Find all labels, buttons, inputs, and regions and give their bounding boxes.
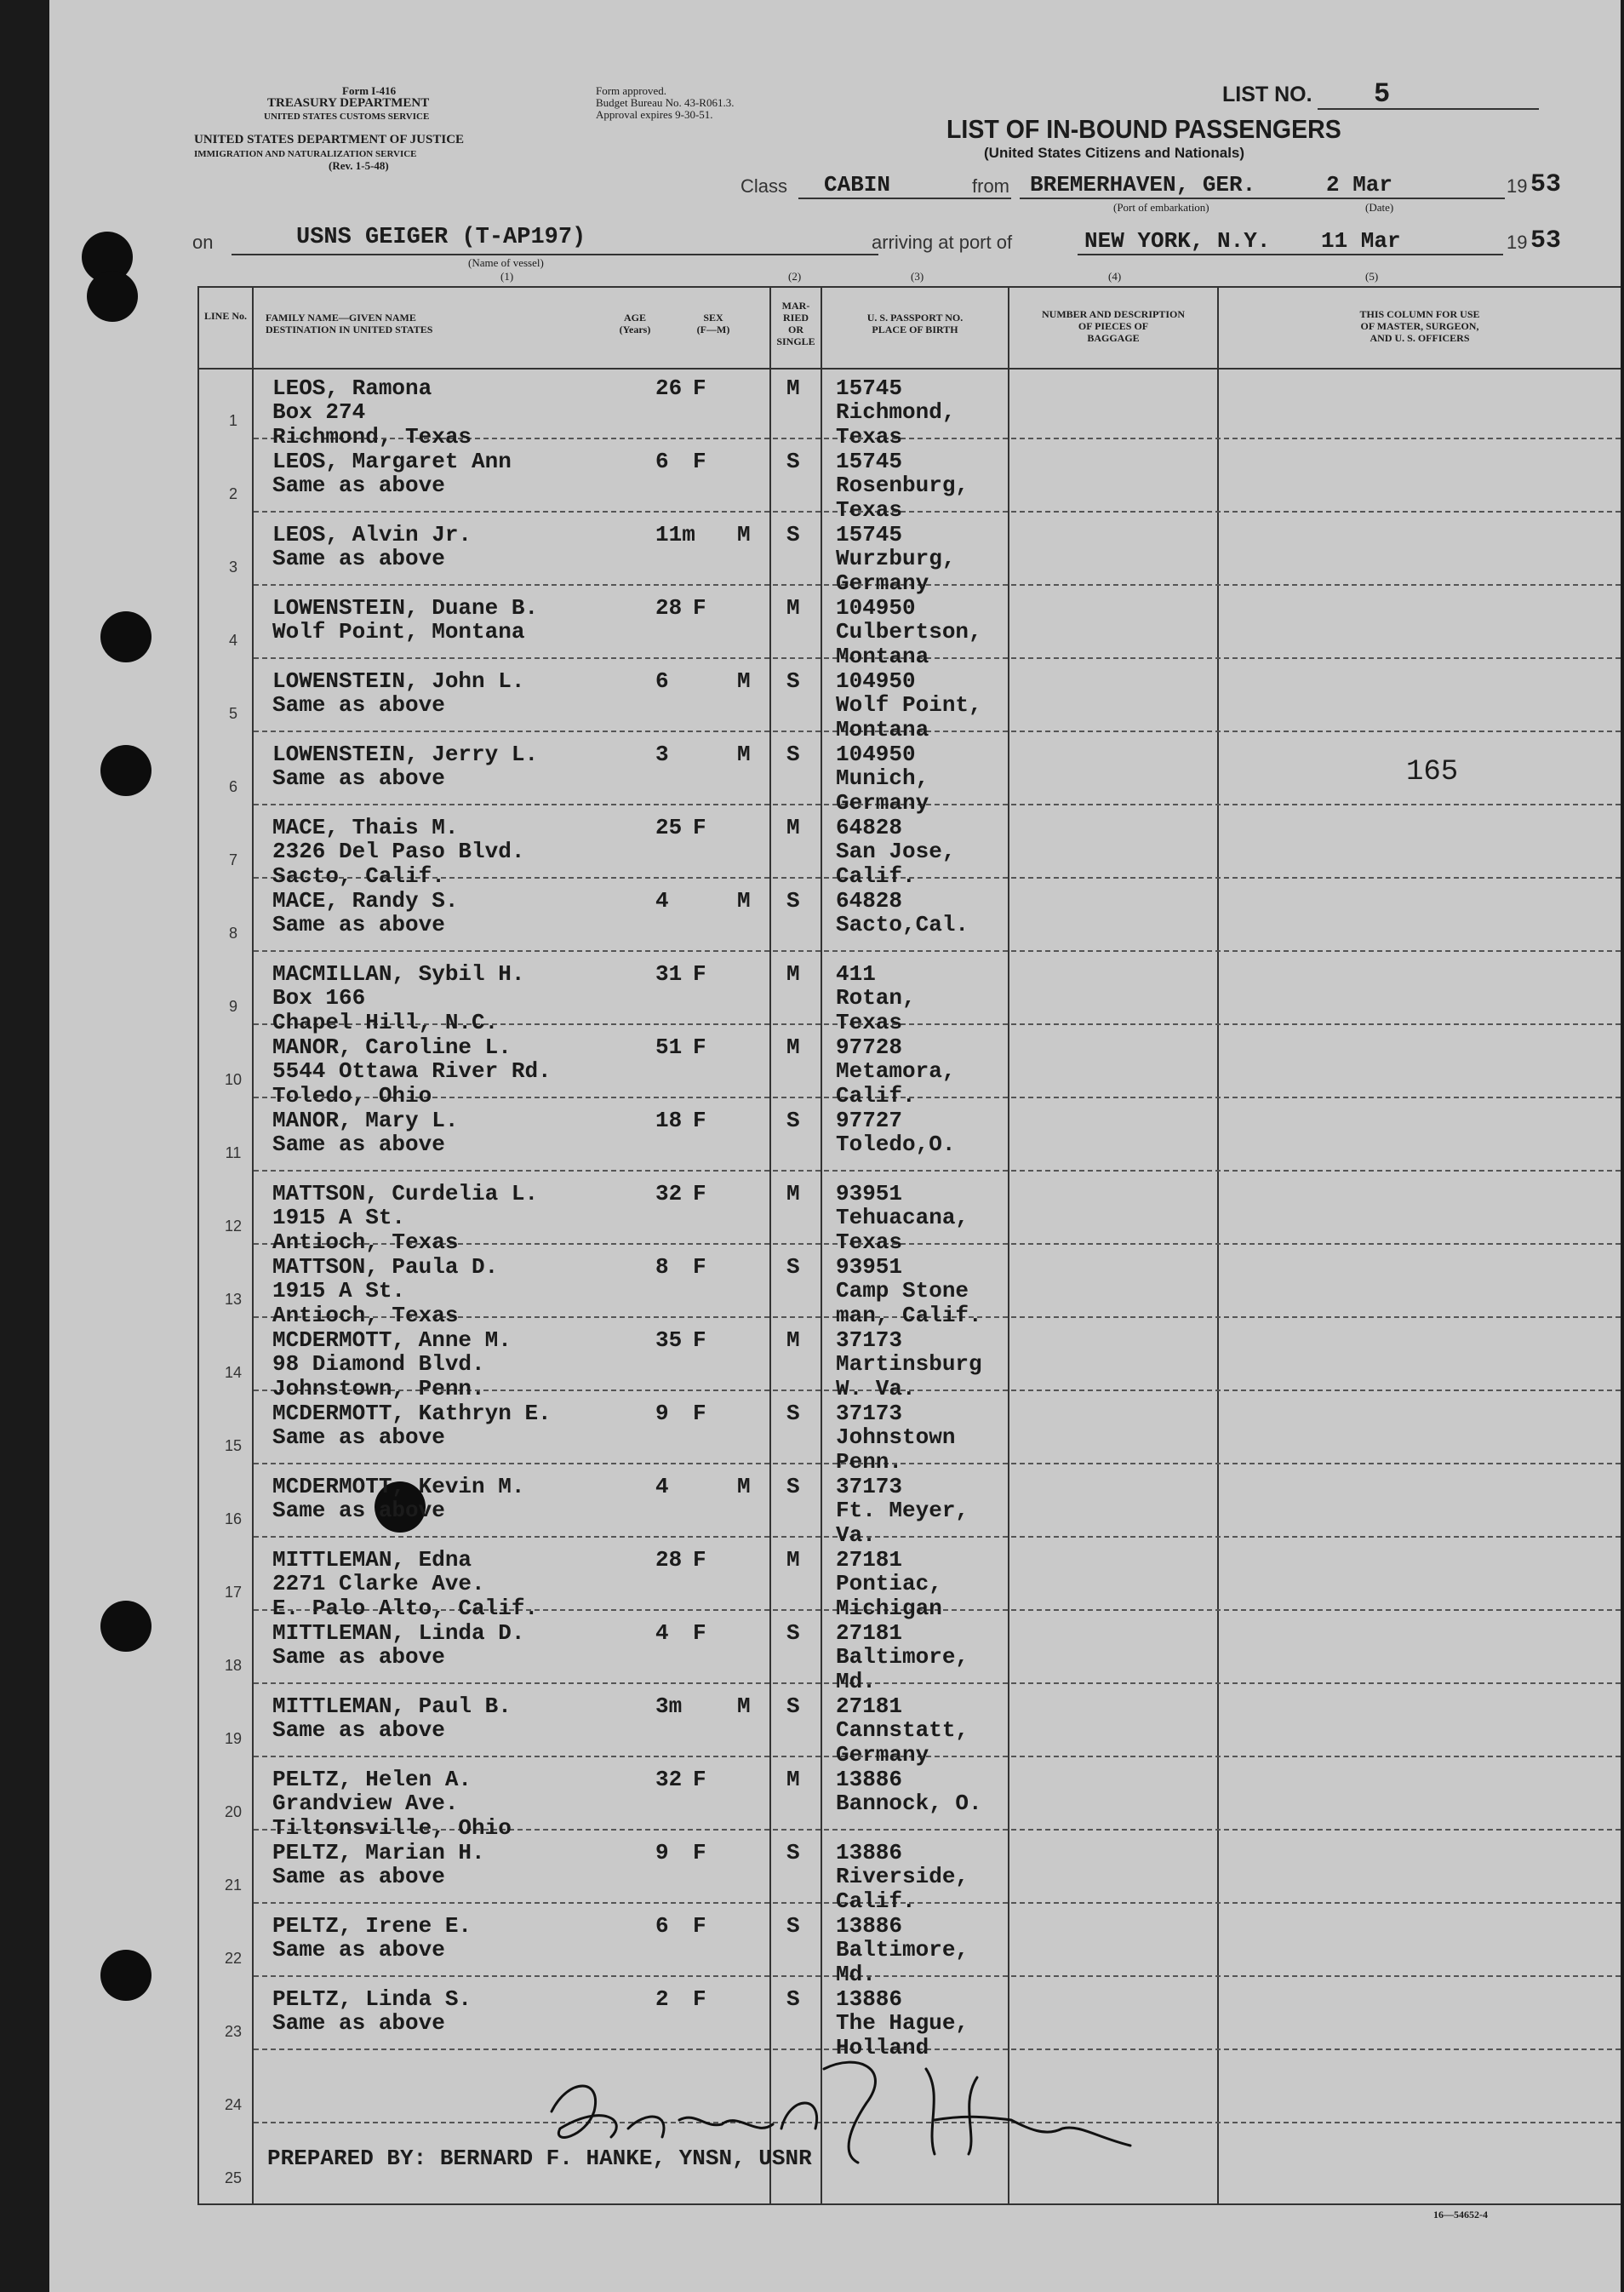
passenger-age: 25 bbox=[655, 815, 683, 840]
header-line-no: LINE No. bbox=[203, 310, 247, 322]
passenger-sex: M bbox=[737, 742, 751, 767]
passport-number: 104950 bbox=[836, 742, 916, 767]
place-of-birth: Tehuacana, Texas bbox=[836, 1205, 969, 1255]
passenger-sex: F bbox=[693, 1767, 706, 1792]
passenger-age: 51 bbox=[655, 1034, 683, 1060]
passenger-name: MITTLEMAN, Paul B. bbox=[272, 1693, 512, 1719]
passenger-age: 3 bbox=[655, 742, 669, 767]
passenger-destination: Grandview Ave. Tiltonsville, Ohio bbox=[272, 1791, 512, 1841]
place-of-birth: Riverside, Calif. bbox=[836, 1864, 969, 1914]
header-age: AGE (Years) bbox=[619, 312, 651, 335]
form-page bbox=[49, 0, 1621, 2292]
header-officers: THIS COLUMN FOR USE OF MASTER, SURGEON, AND U. S. OFFICERS bbox=[1359, 308, 1480, 344]
passport-number: 27181 bbox=[836, 1620, 903, 1646]
passenger-sex: M bbox=[737, 1474, 751, 1499]
margin-number: 165 bbox=[1406, 756, 1459, 788]
passenger-age: 35 bbox=[655, 1327, 683, 1353]
passenger-destination: 1915 A St. Antioch, Texas bbox=[272, 1205, 459, 1255]
line-number: 3 bbox=[228, 559, 237, 576]
line-number: 14 bbox=[224, 1364, 243, 1381]
passport-number: 93951 bbox=[836, 1181, 903, 1206]
line-number: 23 bbox=[224, 2023, 243, 2040]
embark-year: 53 bbox=[1530, 170, 1562, 199]
passenger-sex: F bbox=[693, 1401, 706, 1426]
passenger-sex: F bbox=[693, 1327, 706, 1353]
passenger-name: LOWENSTEIN, John L. bbox=[272, 668, 525, 694]
passport-number: 97727 bbox=[836, 1108, 903, 1133]
passport-number: 27181 bbox=[836, 1693, 903, 1719]
passport-number: 15745 bbox=[836, 522, 903, 547]
line-number: 18 bbox=[224, 1657, 243, 1674]
passenger-marital-status: M bbox=[786, 595, 800, 621]
passport-number: 97728 bbox=[836, 1034, 903, 1060]
line-number: 10 bbox=[224, 1071, 243, 1088]
passenger-name: MITTLEMAN, Linda D. bbox=[272, 1620, 525, 1646]
col-num-3: (3) bbox=[911, 270, 924, 283]
passenger-name: LOWENSTEIN, Jerry L. bbox=[272, 742, 539, 767]
header-name: FAMILY NAME—GIVEN NAME DESTINATION IN UNITED STATES bbox=[266, 312, 433, 335]
customs-service: UNITED STATES CUSTOMS SERVICE bbox=[264, 112, 430, 122]
place-of-birth: Toledo,O. bbox=[836, 1132, 956, 1157]
passenger-destination: Same as above bbox=[272, 546, 445, 571]
passport-number: 104950 bbox=[836, 668, 916, 694]
passenger-age: 2 bbox=[655, 1986, 669, 2012]
passport-number: 13886 bbox=[836, 1986, 903, 2012]
place-of-birth: Pontiac, Michigan bbox=[836, 1571, 942, 1621]
passenger-name: LEOS, Ramona bbox=[272, 375, 432, 401]
place-of-birth: Wolf Point, Montana bbox=[836, 692, 982, 742]
line-number: 22 bbox=[224, 1950, 243, 1967]
passenger-age: 9 bbox=[655, 1401, 669, 1426]
embark-date: 2 Mar bbox=[1326, 172, 1393, 198]
place-of-birth: Bannock, O. bbox=[836, 1791, 982, 1816]
passenger-destination: Same as above bbox=[272, 1937, 445, 1963]
line-number: 20 bbox=[224, 1803, 243, 1820]
passenger-sex: F bbox=[693, 1840, 706, 1865]
justice-dept: UNITED STATES DEPARTMENT OF JUSTICE bbox=[194, 133, 465, 146]
passenger-age: 6 bbox=[655, 1913, 669, 1939]
line-number: 9 bbox=[228, 998, 237, 1015]
passenger-age: 11m bbox=[655, 522, 695, 547]
passenger-marital-status: S bbox=[786, 1474, 800, 1499]
place-of-birth: Camp Stone man, Calif. bbox=[836, 1278, 982, 1328]
passenger-sex: F bbox=[693, 1620, 706, 1646]
passenger-sex: F bbox=[693, 1547, 706, 1573]
passenger-sex: F bbox=[693, 375, 706, 401]
line-number: 25 bbox=[224, 2169, 243, 2186]
embark-port: BREMERHAVEN, GER. bbox=[1030, 172, 1256, 198]
passenger-age: 28 bbox=[655, 595, 683, 621]
passenger-destination: Same as above bbox=[272, 912, 445, 937]
passenger-marital-status: S bbox=[786, 1986, 800, 2012]
passenger-age: 4 bbox=[655, 1474, 669, 1499]
passenger-age: 18 bbox=[655, 1108, 683, 1133]
place-of-birth: Richmond, Texas bbox=[836, 399, 956, 450]
passenger-sex: F bbox=[693, 1108, 706, 1133]
passenger-name: MANOR, Caroline L. bbox=[272, 1034, 512, 1060]
passenger-name: MACMILLAN, Sybil H. bbox=[272, 961, 525, 987]
passenger-age: 31 bbox=[655, 961, 683, 987]
ins-service: IMMIGRATION AND NATURALIZATION SERVICE bbox=[194, 149, 417, 159]
line-number: 2 bbox=[228, 485, 237, 502]
passport-number: 93951 bbox=[836, 1254, 903, 1280]
col-num-5: (5) bbox=[1365, 270, 1379, 283]
line-number: 4 bbox=[228, 632, 237, 649]
line-number: 24 bbox=[224, 2096, 243, 2113]
place-of-birth: The Hague, Holland bbox=[836, 2010, 969, 2060]
line-number: 15 bbox=[224, 1437, 243, 1454]
passenger-name: MITTLEMAN, Edna bbox=[272, 1547, 472, 1573]
list-number: 5 bbox=[1374, 78, 1391, 110]
passenger-marital-status: S bbox=[786, 668, 800, 694]
passenger-destination: Same as above bbox=[272, 473, 445, 498]
passenger-age: 9 bbox=[655, 1840, 669, 1865]
passport-number: 13886 bbox=[836, 1767, 903, 1792]
passport-number: 15745 bbox=[836, 375, 903, 401]
passenger-destination: 2326 Del Paso Blvd. Sacto, Calif. bbox=[272, 839, 525, 889]
passenger-marital-status: S bbox=[786, 742, 800, 767]
passenger-marital-status: M bbox=[786, 375, 800, 401]
line-number: 19 bbox=[224, 1730, 243, 1747]
place-of-birth: Metamora, Calif. bbox=[836, 1058, 956, 1109]
place-of-birth: Cannstatt, Germany bbox=[836, 1717, 969, 1768]
passenger-sex: F bbox=[693, 1913, 706, 1939]
row-divider bbox=[254, 950, 1621, 952]
place-of-birth: Sacto,Cal. bbox=[836, 912, 969, 937]
approval-3: Approval expires 9-30-51. bbox=[596, 108, 713, 121]
vessel-caption: (Name of vessel) bbox=[468, 256, 544, 269]
passenger-marital-status: S bbox=[786, 1620, 800, 1646]
passenger-name: PELTZ, Helen A. bbox=[272, 1767, 472, 1792]
passport-number: 13886 bbox=[836, 1840, 903, 1865]
passenger-destination: 1915 A St. Antioch, Texas bbox=[272, 1278, 459, 1328]
line-number: 17 bbox=[224, 1584, 243, 1601]
passenger-marital-status: S bbox=[786, 522, 800, 547]
signature bbox=[500, 2043, 1147, 2180]
passenger-age: 4 bbox=[655, 1620, 669, 1646]
line-number: 13 bbox=[224, 1291, 243, 1308]
line-number: 1 bbox=[228, 412, 237, 429]
passenger-marital-status: S bbox=[786, 1693, 800, 1719]
passenger-destination: Same as above bbox=[272, 1717, 445, 1743]
passport-number: 104950 bbox=[836, 595, 916, 621]
arrival-year: 53 bbox=[1530, 226, 1562, 255]
passenger-sex: F bbox=[693, 1986, 706, 2012]
passenger-name: PELTZ, Irene E. bbox=[272, 1913, 472, 1939]
passenger-age: 28 bbox=[655, 1547, 683, 1573]
passenger-name: LOWENSTEIN, Duane B. bbox=[272, 595, 539, 621]
passenger-age: 8 bbox=[655, 1254, 669, 1280]
place-of-birth: Johnstown Penn. bbox=[836, 1424, 956, 1475]
passenger-destination: Same as above bbox=[272, 1424, 445, 1450]
passenger-sex: M bbox=[737, 888, 751, 914]
passenger-name: MATTSON, Paula D. bbox=[272, 1254, 499, 1280]
passenger-sex: M bbox=[737, 668, 751, 694]
passport-number: 411 bbox=[836, 961, 876, 987]
passenger-marital-status: S bbox=[786, 1840, 800, 1865]
port-caption: (Port of embarkation) bbox=[1113, 201, 1209, 214]
treasury-dept: TREASURY DEPARTMENT bbox=[267, 96, 430, 110]
passenger-marital-status: S bbox=[786, 1401, 800, 1426]
passenger-marital-status: M bbox=[786, 815, 800, 840]
passenger-name: LEOS, Alvin Jr. bbox=[272, 522, 472, 547]
form-code: 16—54652-4 bbox=[1433, 2209, 1488, 2220]
passenger-destination: Same as above bbox=[272, 1644, 445, 1670]
place-of-birth: Rosenburg, Texas bbox=[836, 473, 969, 523]
passenger-destination: 5544 Ottawa River Rd. Toledo, Ohio bbox=[272, 1058, 552, 1109]
passport-number: 27181 bbox=[836, 1547, 903, 1573]
passenger-name: LEOS, Margaret Ann bbox=[272, 449, 512, 474]
place-of-birth: Martinsburg W. Va. bbox=[836, 1351, 982, 1401]
col-num-1: (1) bbox=[500, 270, 514, 283]
date-caption: (Date) bbox=[1365, 201, 1394, 214]
passenger-sex: F bbox=[693, 595, 706, 621]
passport-number: 37173 bbox=[836, 1327, 903, 1353]
line-number: 6 bbox=[228, 778, 237, 795]
year-prefix: 19 bbox=[1507, 175, 1528, 197]
line-number: 21 bbox=[224, 1877, 243, 1894]
from-label: from bbox=[972, 175, 1009, 197]
arrival-date: 11 Mar bbox=[1321, 228, 1401, 254]
revision: (Rev. 1-5-48) bbox=[329, 159, 389, 172]
arrival-port: NEW YORK, N.Y. bbox=[1084, 228, 1271, 254]
approval-1: Form approved. bbox=[596, 84, 667, 97]
passenger-destination: Same as above bbox=[272, 1498, 445, 1523]
passenger-marital-status: M bbox=[786, 961, 800, 987]
line-number: 7 bbox=[228, 851, 237, 868]
passenger-sex: F bbox=[693, 961, 706, 987]
place-of-birth: Munich, Germany bbox=[836, 765, 929, 816]
passenger-destination: Same as above bbox=[272, 2010, 445, 2036]
passenger-sex: M bbox=[737, 522, 751, 547]
place-of-birth: Baltimore, Md. bbox=[836, 1937, 969, 1987]
passenger-destination: 2271 Clarke Ave. E. Palo Alto, Calif. bbox=[272, 1571, 539, 1621]
arriving-label: arriving at port of bbox=[872, 232, 1013, 253]
passenger-marital-status: M bbox=[786, 1767, 800, 1792]
passenger-marital-status: S bbox=[786, 888, 800, 914]
passenger-marital-status: S bbox=[786, 1254, 800, 1280]
passenger-name: MANOR, Mary L. bbox=[272, 1108, 459, 1133]
place-of-birth: Ft. Meyer, Va. bbox=[836, 1498, 969, 1548]
list-label: LIST NO. bbox=[1222, 83, 1312, 106]
passenger-name: MATTSON, Curdelia L. bbox=[272, 1181, 539, 1206]
passport-number: 37173 bbox=[836, 1401, 903, 1426]
passenger-destination: Wolf Point, Montana bbox=[272, 619, 525, 645]
line-number: 11 bbox=[225, 1144, 242, 1161]
passenger-age: 32 bbox=[655, 1767, 683, 1792]
passenger-name: MCDERMOTT, Anne M. bbox=[272, 1327, 512, 1353]
passenger-age: 26 bbox=[655, 375, 683, 401]
class-value: CABIN bbox=[824, 172, 891, 198]
place-of-birth: Rotan, Texas bbox=[836, 985, 916, 1035]
form-number: Form I-416 bbox=[342, 84, 397, 97]
passport-number: 64828 bbox=[836, 888, 903, 914]
page-title: LIST OF IN-BOUND PASSENGERS bbox=[946, 114, 1341, 144]
place-of-birth: San Jose, Calif. bbox=[836, 839, 956, 889]
page-subtitle: (United States Citizens and Nationals) bbox=[984, 145, 1245, 161]
passenger-marital-status: S bbox=[786, 1108, 800, 1133]
passenger-destination: Same as above bbox=[272, 1132, 445, 1157]
place-of-birth: Wurzburg, Germany bbox=[836, 546, 956, 596]
header-married: MAR- RIED OR SINGLE bbox=[776, 300, 815, 347]
passenger-age: 4 bbox=[655, 888, 669, 914]
passenger-destination: Box 274 Richmond, Texas bbox=[272, 399, 472, 450]
header-sex: SEX (F—M) bbox=[696, 312, 730, 335]
row-divider bbox=[254, 804, 1621, 805]
passenger-sex: F bbox=[693, 815, 706, 840]
passport-number: 13886 bbox=[836, 1913, 903, 1939]
passenger-destination: Same as above bbox=[272, 1864, 445, 1889]
line-number: 8 bbox=[228, 925, 237, 942]
passenger-age: 3m bbox=[655, 1693, 683, 1719]
passenger-marital-status: M bbox=[786, 1034, 800, 1060]
place-of-birth: Culbertson, Montana bbox=[836, 619, 982, 669]
passenger-marital-status: S bbox=[786, 449, 800, 474]
place-of-birth: Baltimore, Md. bbox=[836, 1644, 969, 1694]
passenger-marital-status: M bbox=[786, 1181, 800, 1206]
passport-number: 64828 bbox=[836, 815, 903, 840]
passenger-destination: Box 166 Chapel Hill, N.C. bbox=[272, 985, 499, 1035]
passenger-age: 32 bbox=[655, 1181, 683, 1206]
passenger-sex: F bbox=[693, 1034, 706, 1060]
passport-number: 37173 bbox=[836, 1474, 903, 1499]
passport-number: 15745 bbox=[836, 449, 903, 474]
on-label: on bbox=[192, 232, 214, 253]
vessel-name: USNS GEIGER (T-AP197) bbox=[296, 225, 586, 250]
passenger-name: MACE, Thais M. bbox=[272, 815, 459, 840]
line-number: 12 bbox=[224, 1218, 243, 1235]
passenger-destination: Same as above bbox=[272, 765, 445, 791]
col-num-2: (2) bbox=[788, 270, 802, 283]
year-prefix-2: 19 bbox=[1507, 232, 1528, 253]
class-label: Class bbox=[741, 175, 788, 197]
header-baggage: NUMBER AND DESCRIPTION OF PIECES OF BAGGAGE bbox=[1041, 308, 1186, 344]
line-number: 5 bbox=[228, 705, 237, 722]
passenger-marital-status: S bbox=[786, 1913, 800, 1939]
passenger-name: MCDERMOTT, Kevin M. bbox=[272, 1474, 525, 1499]
passenger-marital-status: M bbox=[786, 1547, 800, 1573]
passenger-age: 6 bbox=[655, 449, 669, 474]
passenger-sex: F bbox=[693, 449, 706, 474]
passenger-sex: M bbox=[737, 1693, 751, 1719]
passenger-name: PELTZ, Linda S. bbox=[272, 1986, 472, 2012]
line-number: 16 bbox=[224, 1510, 243, 1527]
col-num-4: (4) bbox=[1108, 270, 1122, 283]
approval-2: Budget Bureau No. 43-R061.3. bbox=[596, 96, 735, 109]
passenger-sex: F bbox=[693, 1254, 706, 1280]
passenger-name: MACE, Randy S. bbox=[272, 888, 459, 914]
passenger-destination: Same as above bbox=[272, 692, 445, 718]
passenger-destination: 98 Diamond Blvd. Johnstown, Penn. bbox=[272, 1351, 485, 1401]
passenger-marital-status: M bbox=[786, 1327, 800, 1353]
passenger-age: 6 bbox=[655, 668, 669, 694]
header-passport: U. S. PASSPORT NO. PLACE OF BIRTH bbox=[866, 312, 964, 335]
passenger-sex: F bbox=[693, 1181, 706, 1206]
row-divider bbox=[254, 1170, 1621, 1172]
passenger-name: PELTZ, Marian H. bbox=[272, 1840, 485, 1865]
passenger-name: MCDERMOTT, Kathryn E. bbox=[272, 1401, 552, 1426]
prepared-by: PREPARED BY: BERNARD F. HANKE, YNSN, USNR bbox=[267, 2146, 812, 2171]
